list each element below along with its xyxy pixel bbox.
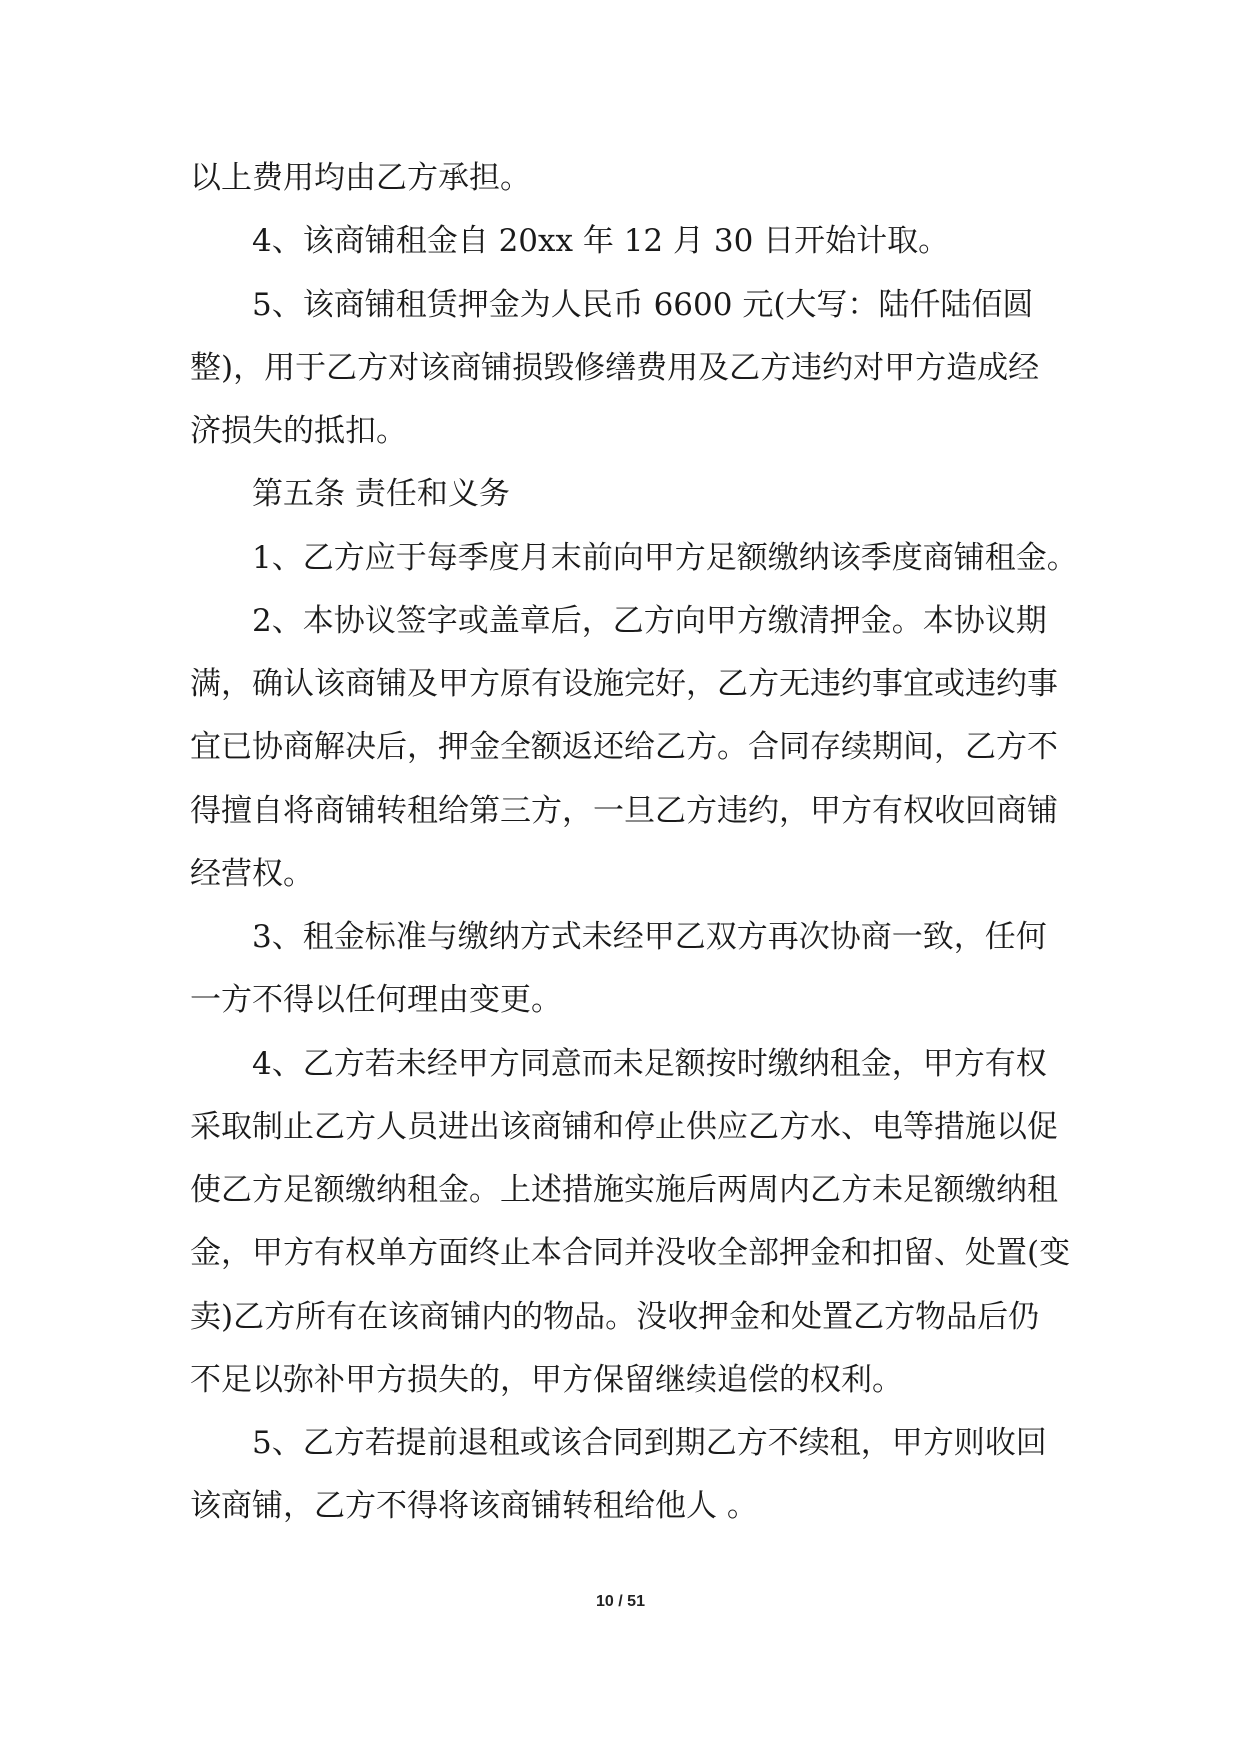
paragraph-line: 使乙方足额缴纳租金。上述措施实施后两周内乙方未足额缴纳租: [190, 1172, 1058, 1208]
paragraph-line: 经营权。: [190, 856, 314, 892]
paragraph-line: 5、乙方若提前退租或该合同到期乙方不续租，甲方则收回: [252, 1425, 1047, 1461]
section-heading: 第五条 责任和义务: [252, 476, 510, 512]
paragraph-line: 5、该商铺租赁押金为人民币 6600 元(大写：陆仟陆佰圆: [252, 287, 1034, 323]
paragraph-line: 以上费用均由乙方承担。: [190, 160, 531, 196]
paragraph-line: 不足以弥补甲方损失的，甲方保留继续追偿的权利。: [190, 1362, 903, 1398]
paragraph-line: 采取制止乙方人员进出该商铺和停止供应乙方水、电等措施以促: [190, 1109, 1058, 1145]
paragraph-line: 2、本协议签字或盖章后，乙方向甲方缴清押金。本协议期: [252, 603, 1047, 639]
paragraph-line: 该商铺，乙方不得将该商铺转租给他人 。: [190, 1488, 758, 1524]
paragraph-line: 整)，用于乙方对该商铺损毁修缮费用及乙方违约对甲方造成经: [190, 350, 1040, 386]
paragraph-line: 宜已协商解决后，押金全额返还给乙方。合同存续期间，乙方不: [190, 729, 1058, 765]
paragraph-line: 得擅自将商铺转租给第三方，一旦乙方违约，甲方有权收回商铺: [190, 793, 1058, 829]
page-number: 10 / 51: [596, 1593, 645, 1610]
paragraph-line: 一方不得以任何理由变更。: [190, 982, 562, 1018]
paragraph-line: 4、乙方若未经甲方同意而未足额按时缴纳租金，甲方有权: [252, 1046, 1047, 1082]
paragraph-line: 济损失的抵扣。: [190, 413, 407, 449]
paragraph-line: 3、租金标准与缴纳方式未经甲乙双方再次协商一致，任何: [252, 919, 1047, 955]
paragraph-line: 卖)乙方所有在该商铺内的物品。没收押金和处置乙方物品后仍: [190, 1299, 1040, 1335]
paragraph-line: 满，确认该商铺及甲方原有设施完好，乙方无违约事宜或违约事: [190, 666, 1058, 702]
paragraph-line: 4、该商铺租金自 20xx 年 12 月 30 日开始计取。: [252, 223, 950, 259]
paragraph-line: 金，甲方有权单方面终止本合同并没收全部押金和扣留、处置(变: [190, 1235, 1071, 1271]
paragraph-line: 1、乙方应于每季度月末前向甲方足额缴纳该季度商铺租金。: [252, 540, 1078, 576]
